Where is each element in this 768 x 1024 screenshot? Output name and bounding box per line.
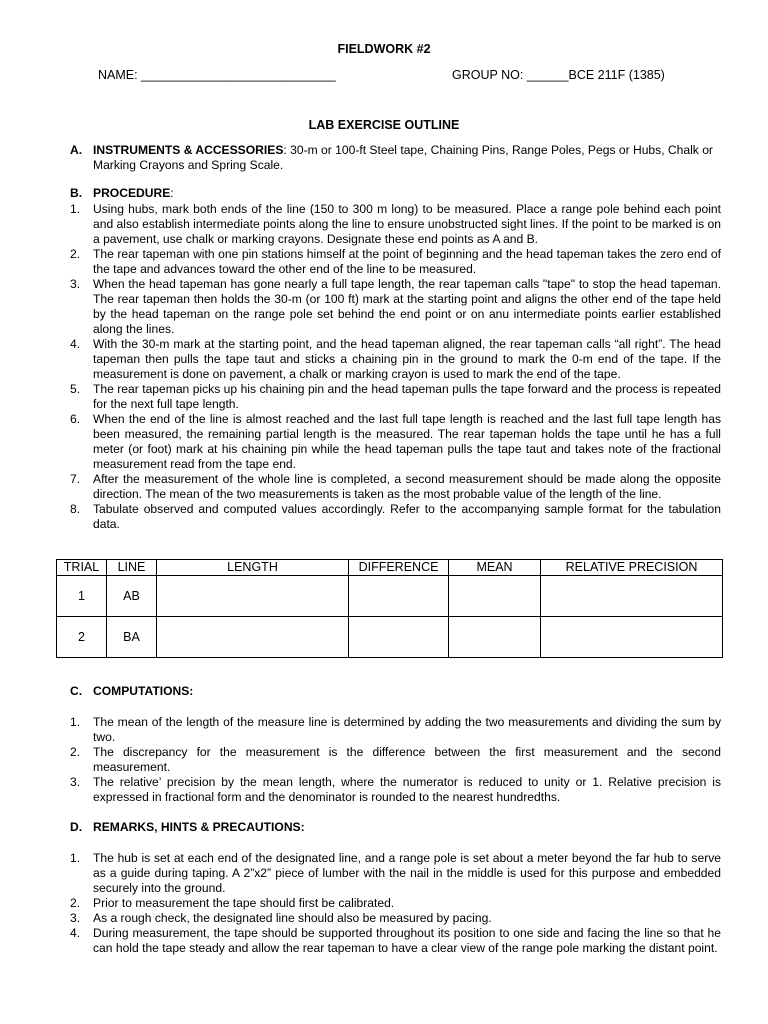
column-header: DIFFERENCE — [349, 560, 449, 576]
item-number: 3. — [70, 277, 81, 291]
item-number: 2. — [70, 896, 81, 910]
list-item — [70, 247, 721, 277]
computations-list — [70, 715, 721, 805]
list-item — [70, 202, 721, 247]
item-number: 5. — [70, 382, 81, 396]
section-letter: A. — [70, 143, 83, 157]
item-number: 1. — [70, 851, 81, 865]
section-title: INSTRUMENTS & ACCESSORIES — [93, 143, 284, 157]
list-item — [70, 412, 721, 472]
item-text: As a rough check, the designated line should also be measured by pacing. — [93, 911, 492, 925]
item-text: When the head tapeman has gone nearly a full tape length, the rear tapeman calls "tape" to stop the head tapeman. The rear tapeman then holds the 30-m (or 100 ft) mark at the starting point and aligns the other end of the tape held by the head tapeman on the range pole set behind the end point or on anu intermediate points earlier established along the lines. — [93, 277, 721, 336]
outline-heading: LAB EXERCISE OUTLINE — [308, 118, 460, 132]
item-number: 6. — [70, 412, 81, 426]
relative-precision-cell — [541, 576, 723, 617]
item-text: The relative’ precision by the mean length, where the numerator is reduced to unity or 1. Relative precision is expressed in fractional form and the denominator is rounded to the nearest hundredths. — [93, 775, 721, 804]
item-text: The mean of the length of the measure line is determined by adding the two measurements and dividing the sum by two. — [93, 715, 721, 744]
list-item — [70, 382, 721, 412]
item-number: 4. — [70, 926, 81, 940]
item-text: When the end of the line is almost reached and the last full tape length is reached and the last full tape length has been measured, the remaining partial length is the measured. The rear tapeman holds the tape until he has a full meter (or foot) mark at his chaining pin while the head tapeman pulls the tape taut and takes note of the fractional measurement read from the tape end. — [93, 412, 721, 471]
section-letter: B. — [70, 186, 83, 200]
item-text: The rear tapeman with one pin stations himself at the point of beginning and the head tapeman takes the zero end of the tape and advances toward the other end of the line to be measured. — [93, 247, 721, 276]
list-item — [70, 472, 721, 502]
tabulation-table — [56, 559, 723, 658]
item-text: Tabulate observed and computed values accordingly. Refer to the accompanying sample format for the tabulation data. — [93, 502, 721, 531]
list-item — [70, 911, 721, 926]
item-text: The discrepancy for the measurement is the difference between the first measurement and the second measurement. — [93, 745, 721, 774]
difference-cell — [349, 617, 449, 658]
section-letter: D. — [70, 820, 83, 834]
list-item — [70, 775, 721, 805]
procedure-list — [70, 202, 721, 532]
section-title: COMPUTATIONS: — [93, 684, 194, 698]
item-number: 3. — [70, 775, 81, 789]
item-number: 2. — [70, 745, 81, 759]
item-number: 4. — [70, 337, 81, 351]
list-item — [70, 926, 721, 956]
list-item — [70, 715, 721, 745]
section-text: : 30-m or 100-ft Steel tape, Chaining Pins, Range Poles, Pegs or Hubs, Chalk or Marking Crayons and Spring Scale. — [93, 143, 713, 172]
table-row — [57, 617, 723, 658]
difference-cell — [349, 576, 449, 617]
section-colon: : — [170, 186, 174, 200]
column-header: RELATIVE PRECISION — [541, 560, 723, 576]
section-instruments — [70, 143, 721, 173]
mean-cell — [449, 617, 541, 658]
trial-cell: 2 — [57, 617, 107, 658]
list-item — [70, 277, 721, 337]
list-item — [70, 851, 721, 896]
trial-cell: 1 — [57, 576, 107, 617]
item-text: During measurement, the tape should be supported throughout its position to one side and facing the line so that he can hold the tape steady and allow the rear tapeman to have a clear view of the range pole marking the distant point. — [93, 926, 721, 955]
item-number: 3. — [70, 911, 81, 925]
item-number: 1. — [70, 715, 81, 729]
section-title: PROCEDURE — [93, 186, 171, 200]
item-text: Using hubs, mark both ends of the line (150 to 300 m long) to be measured. Place a range pole behind each point and also establish intermediate points along the line to ensure unobstructed sight lines. If the point to be marked is on a pavement, use chalk or marking crayons. Designate these end points as A and B. — [93, 202, 721, 246]
document-title: FIELDWORK #2 — [337, 42, 431, 56]
list-item — [70, 337, 721, 382]
item-text: With the 30-m mark at the starting point, and the head tapeman aligned, the rear tapeman calls “all right”. The head tapeman then pulls the tape taut and sticks a chaining pin in the ground to mark the 0-m end of the tape. If the measurement is done on pavement, a chalk or marking crayon is used to mark the end of the tape. — [93, 337, 721, 381]
column-header: MEAN — [449, 560, 541, 576]
list-item — [70, 745, 721, 775]
item-text: The rear tapeman picks up his chaining pin and the head tapeman pulls the tape forward and the process is repeated for the next full tape length. — [93, 382, 721, 411]
remarks-list — [70, 851, 721, 956]
section-procedure — [70, 186, 721, 201]
mean-cell — [449, 576, 541, 617]
name-field-label: NAME: ____________________________ — [98, 68, 336, 82]
group-field-label: GROUP NO: ______BCE 211F (1385) — [452, 68, 665, 82]
item-number: 2. — [70, 247, 81, 261]
table-header-row — [57, 560, 723, 576]
list-item — [70, 502, 721, 532]
length-cell — [157, 617, 349, 658]
item-number: 8. — [70, 502, 81, 516]
item-number: 1. — [70, 202, 81, 216]
item-number: 7. — [70, 472, 81, 486]
table-row — [57, 576, 723, 617]
item-text: The hub is set at each end of the designated line, and a range pole is set about a meter beyond the far hub to serve as a guide during taping. A 2”x2” piece of lumber with the nail in the middle is used for this purpose and embedded securely into the ground. — [93, 851, 721, 895]
section-title: REMARKS, HINTS & PRECAUTIONS: — [93, 820, 305, 834]
column-header: LENGTH — [157, 560, 349, 576]
line-cell: BA — [107, 617, 157, 658]
length-cell — [157, 576, 349, 617]
section-computations — [70, 684, 721, 699]
section-remarks — [70, 820, 721, 835]
section-letter: C. — [70, 684, 83, 698]
line-cell: AB — [107, 576, 157, 617]
item-text: Prior to measurement the tape should first be calibrated. — [93, 896, 395, 910]
list-item — [70, 896, 721, 911]
item-text: After the measurement of the whole line is completed, a second measurement should be made along the opposite direction. The mean of the two measurements is taken as the most probable value of the length of the line. — [93, 472, 721, 501]
column-header: LINE — [107, 560, 157, 576]
relative-precision-cell — [541, 617, 723, 658]
column-header: TRIAL — [57, 560, 107, 576]
